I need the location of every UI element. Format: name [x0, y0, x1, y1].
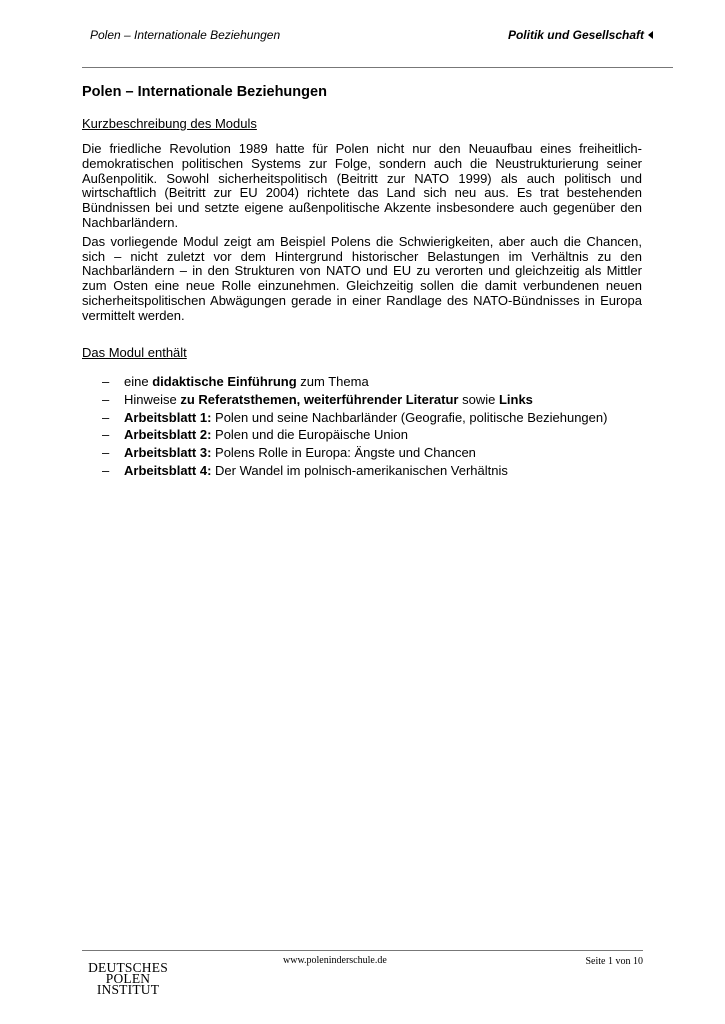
list-item: [102, 444, 607, 462]
list-item-bold: Arbeitsblatt 3:: [124, 445, 212, 461]
list-item-suffix: Der Wandel im polnisch-amerikanischen Verhältnis: [211, 462, 508, 478]
module-contents-list: [102, 373, 607, 480]
list-item-bold: zu Referatsthemen, weiterführender Literatur: [180, 391, 459, 407]
module-description: [82, 142, 642, 328]
list-item-suffix: zum Thema: [296, 374, 369, 389]
footer-divider: [82, 950, 643, 951]
header-category: [508, 28, 653, 42]
page-title: Polen – Internationale Beziehungen: [82, 84, 327, 100]
list-item: [102, 462, 607, 480]
list-item-prefix: Hinweise: [124, 391, 181, 407]
dash-bullet: –: [102, 374, 110, 389]
list-item-suffix: sowie: [458, 391, 499, 407]
header-doc-title: Polen – Internationale Beziehungen: [90, 28, 281, 42]
dash-bullet: –: [102, 445, 110, 461]
section-heading-description: Kurzbeschreibung des Moduls: [82, 116, 257, 131]
logo-line: DEUTSCHES: [88, 960, 168, 975]
description-paragraph: Das vorliegende Modul zeigt am Beispiel Polens die Schwierigkeiten, aber auch die Chancen, sich – nicht zuletzt vor dem Hintergrund historischer Belastungen im Verhältnis zu den Nachbarländern – in den Strukturen von NATO und EU zu verorten und gleichzeitig als Mittler zum Osten eine neue Rolle einzunehmen. Gleichzeitig sollen die damit verbundenen neuen sicherheitspolitischen Abwägungen gerade in einer Randlage des NATO-Bündnisses in Europa vermittelt werden.: [82, 233, 642, 323]
header-divider: [82, 67, 673, 68]
dash-bullet: –: [102, 462, 110, 478]
list-item-bold: didaktische Einführung: [152, 374, 297, 389]
list-item-prefix: eine: [124, 374, 153, 389]
list-item: [102, 373, 607, 391]
page-number: Seite 1 von 10: [585, 956, 643, 967]
dash-bullet: –: [102, 427, 110, 443]
institute-logo: [78, 962, 178, 995]
list-item-bold: Arbeitsblatt 2:: [124, 427, 212, 443]
dash-bullet: –: [102, 409, 110, 425]
list-item: [102, 426, 607, 444]
section-heading-contents: Das Modul enthält: [82, 345, 187, 360]
footer-url: www.poleninderschule.de: [283, 955, 387, 966]
description-paragraph: Die friedliche Revolution 1989 hatte für Polen nicht nur den Neuaufbau eines freiheitlich-demokratischen politischen Systems zur Folge, sondern auch die Neustrukturierung seiner Außenpolitik. Sowohl sicherheitspolitisch (Beitritt zur NATO 1999) als auch politisch und wirtschaftlich (Beitritt zur EU 2004) richtete das Land sich neu aus. Es trat bestehenden Bündnissen bei und setzte eigene außenpolitische Akzente insbesondere auch gegenüber den Nachbarländern.: [82, 141, 642, 230]
arrow-left-icon: [648, 31, 653, 39]
list-item-bold-links: Links: [498, 391, 533, 407]
list-item: [102, 409, 607, 427]
dash-bullet: –: [102, 391, 110, 407]
list-item-bold: Arbeitsblatt 4:: [124, 462, 212, 478]
header-category-label: Politik und Gesellschaft: [507, 28, 644, 42]
list-item-suffix: Polen und seine Nachbarländer (Geografie, politische Beziehungen): [211, 409, 608, 425]
list-item-suffix: Polen und die Europäische Union: [211, 427, 408, 443]
list-item: [102, 391, 607, 409]
list-item-suffix: Polens Rolle in Europa: Ängste und Chancen: [211, 445, 476, 461]
logo-line: INSTITUT: [96, 982, 160, 997]
logo-line: POLEN: [105, 971, 151, 986]
list-item-bold: Arbeitsblatt 1:: [124, 409, 212, 425]
